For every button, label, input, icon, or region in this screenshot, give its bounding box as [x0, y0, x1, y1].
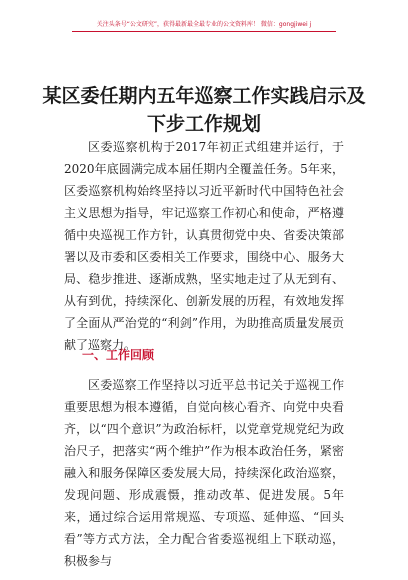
document-title: 某区委任期内五年巡察工作实践启示及下步工作规划	[42, 85, 366, 135]
intro-paragraph: 区委巡察机构于2017年初正式组建并运行，于2020年底圆满完成本届任期内全覆盖任务。5年来，区委巡察机构始终坚持以习近平新时代中国特色社会主义思想为指导，牢记巡察工作初心和使命，严格遵循中央巡视工作方针，认真贯彻党中央、省委决策部署以及市委和区委相关工作要求，围绕中心、服务大局、稳步推进、逐渐成熟，坚实地走过了从无到有、从有到优，持续深化、创新发展的历程，有效地发挥了全面从严治党的“利剑”作用，为助推高质量发展贡献了巡察力。	[64, 140, 344, 352]
header-banner	[72, 8, 336, 32]
section-heading: 一、工作回顾	[82, 348, 155, 362]
section-paragraph: 区委巡察工作坚持以习近平总书记关于巡视工作重要思想为根本遵循，自觉向核心看齐、向党中央看齐，以“四个意识”为政治标杆，以党章党规党纪为政治尺子，把落实“两个维护”作为根本政治任务，紧密融入和服务保障区委发展大局，持续深化政治巡察，发现问题、形成震慑，推动改革、促进发展。5年来，通过综合运用常规巡、专项巡、延伸巡、“回头看”等方式方法，全力配合省委巡视组上下联动巡，积极参与	[64, 378, 344, 568]
banner-text: 关注头条号“公文研究”，获得最新最全最专业的公文资料库！ 微信：gongjiwei j	[96, 21, 312, 28]
